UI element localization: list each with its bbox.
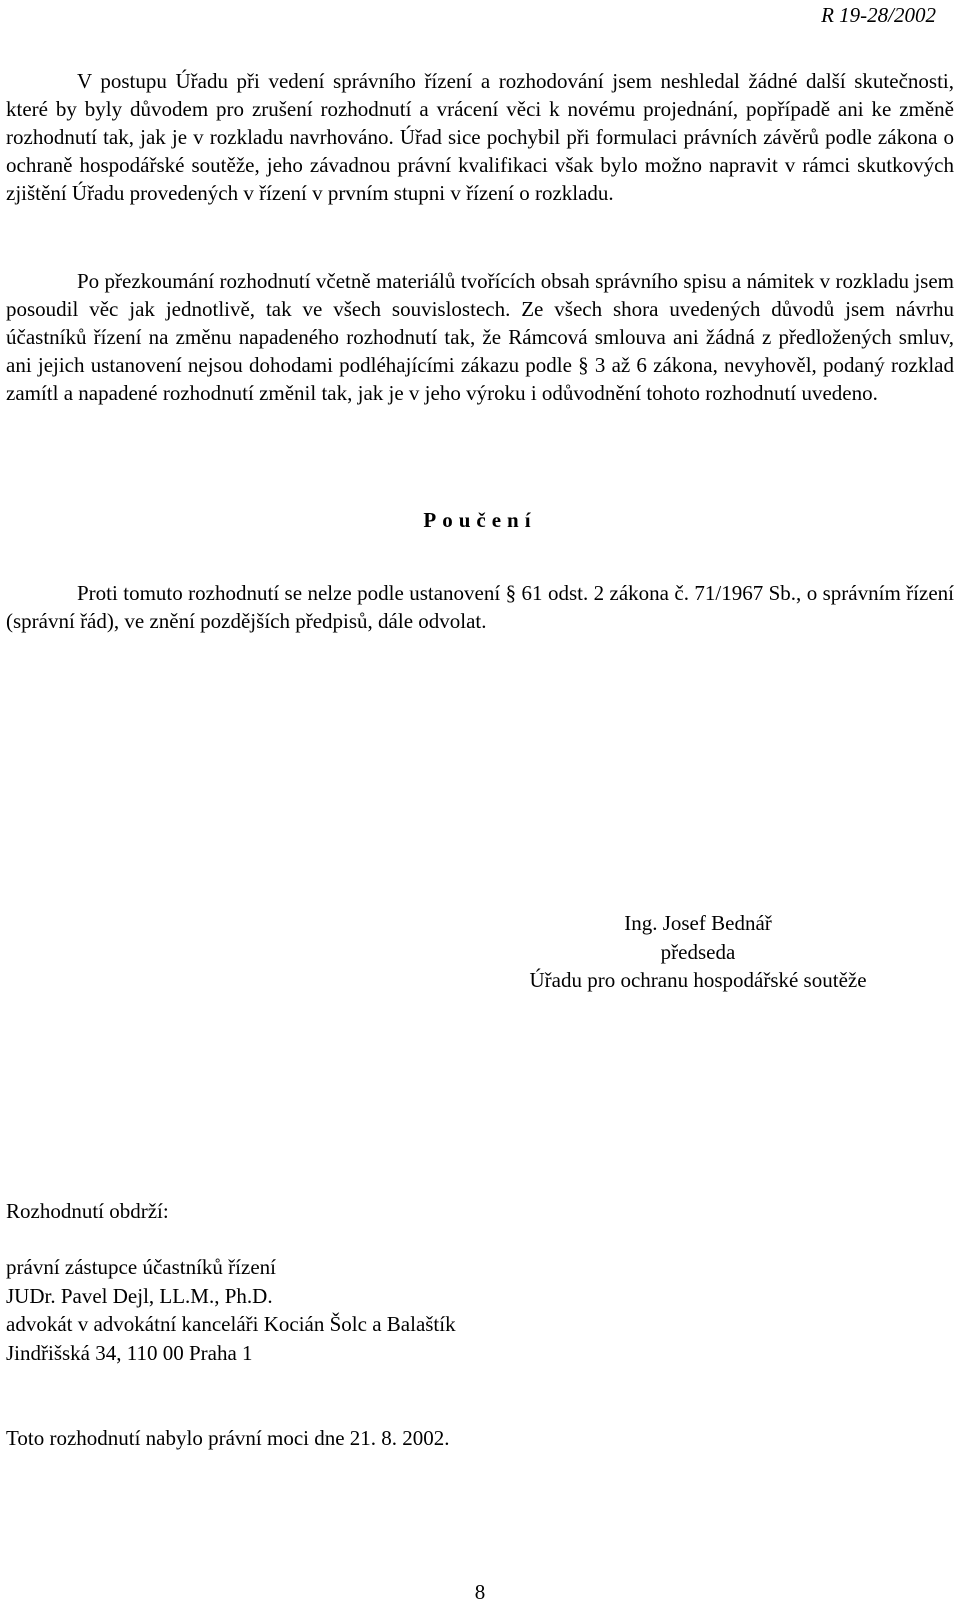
instruction-text: Proti tomuto rozhodnutí se nelze podle ustanovení § 61 odst. 2 zákona č. 71/1967 Sb., o správním řízení (správní řád), ve znění pozdějších předpisů, dále odvolat.: [6, 581, 954, 633]
case-reference: R 19-28/2002: [821, 3, 936, 27]
signature-block: [448, 909, 948, 995]
legal-force-note: Toto rozhodnutí nabylo právní moci dne 21. 8. 2002.: [6, 1426, 450, 1450]
signatory-role: předseda: [660, 939, 736, 964]
recipient-line: Jindřišská 34, 110 00 Praha 1: [6, 1341, 253, 1366]
signatory-office: Úřadu pro ochranu hospodářské soutěže: [529, 968, 867, 992]
page-number: 8: [474, 1580, 486, 1604]
recipient-line: advokát v advokátní kanceláři Kocián Šolc a Balaštík: [6, 1312, 456, 1337]
instruction-heading: Poučení: [423, 508, 537, 532]
paragraph-decision-reasoning: Po přezkoumání rozhodnutí včetně materiálů tvořících obsah správního spisu a námitek v rozkladu jsem posoudil věc jak jednotlivě, tak ve všech souvislostech. Ze všech shora uvedených důvodů jsem návrhu účastníků řízení na změnu napadeného rozhodnutí tak, že Rámcová smlouva ani žádná z předložených smluv, ani jejich ustanovení nejsou dohodami podléhajícími zákazu podle § 3 až 6 zákona, nevyhověl, podaný rozklad zamítl a napadené rozhodnutí změnil tak, jak je v jeho výroku i odůvodnění tohoto rozhodnutí uvedeno.: [6, 269, 954, 405]
recipients-title: Rozhodnutí obdrží:: [6, 1199, 169, 1223]
recipient-line: právní zástupce účastníků řízení: [6, 1255, 276, 1279]
paragraph-procedure-review: V postupu Úřadu při vedení správního řízení a rozhodování jsem neshledal žádné další skutečnosti, které by byly důvodem pro zrušení rozhodnutí a vrácení věci k novému projednání, popřípadě ani ke změně rozhodnutí tak, jak je v rozkladu navrhováno. Úřad sice pochybil při formulaci právních závěrů podle zákona o ochraně hospodářské soutěže, jeho závadnou právní kvalifikaci však bylo možno napravit v rámci skutkových zjištění Úřadu provedených v řízení v prvním stupni v řízení o rozkladu.: [6, 69, 954, 205]
recipient-line: JUDr. Pavel Dejl, LL.M., Ph.D.: [6, 1283, 273, 1308]
recipients-list: [6, 1253, 456, 1368]
signatory-name: Ing. Josef Bednář: [624, 911, 772, 935]
